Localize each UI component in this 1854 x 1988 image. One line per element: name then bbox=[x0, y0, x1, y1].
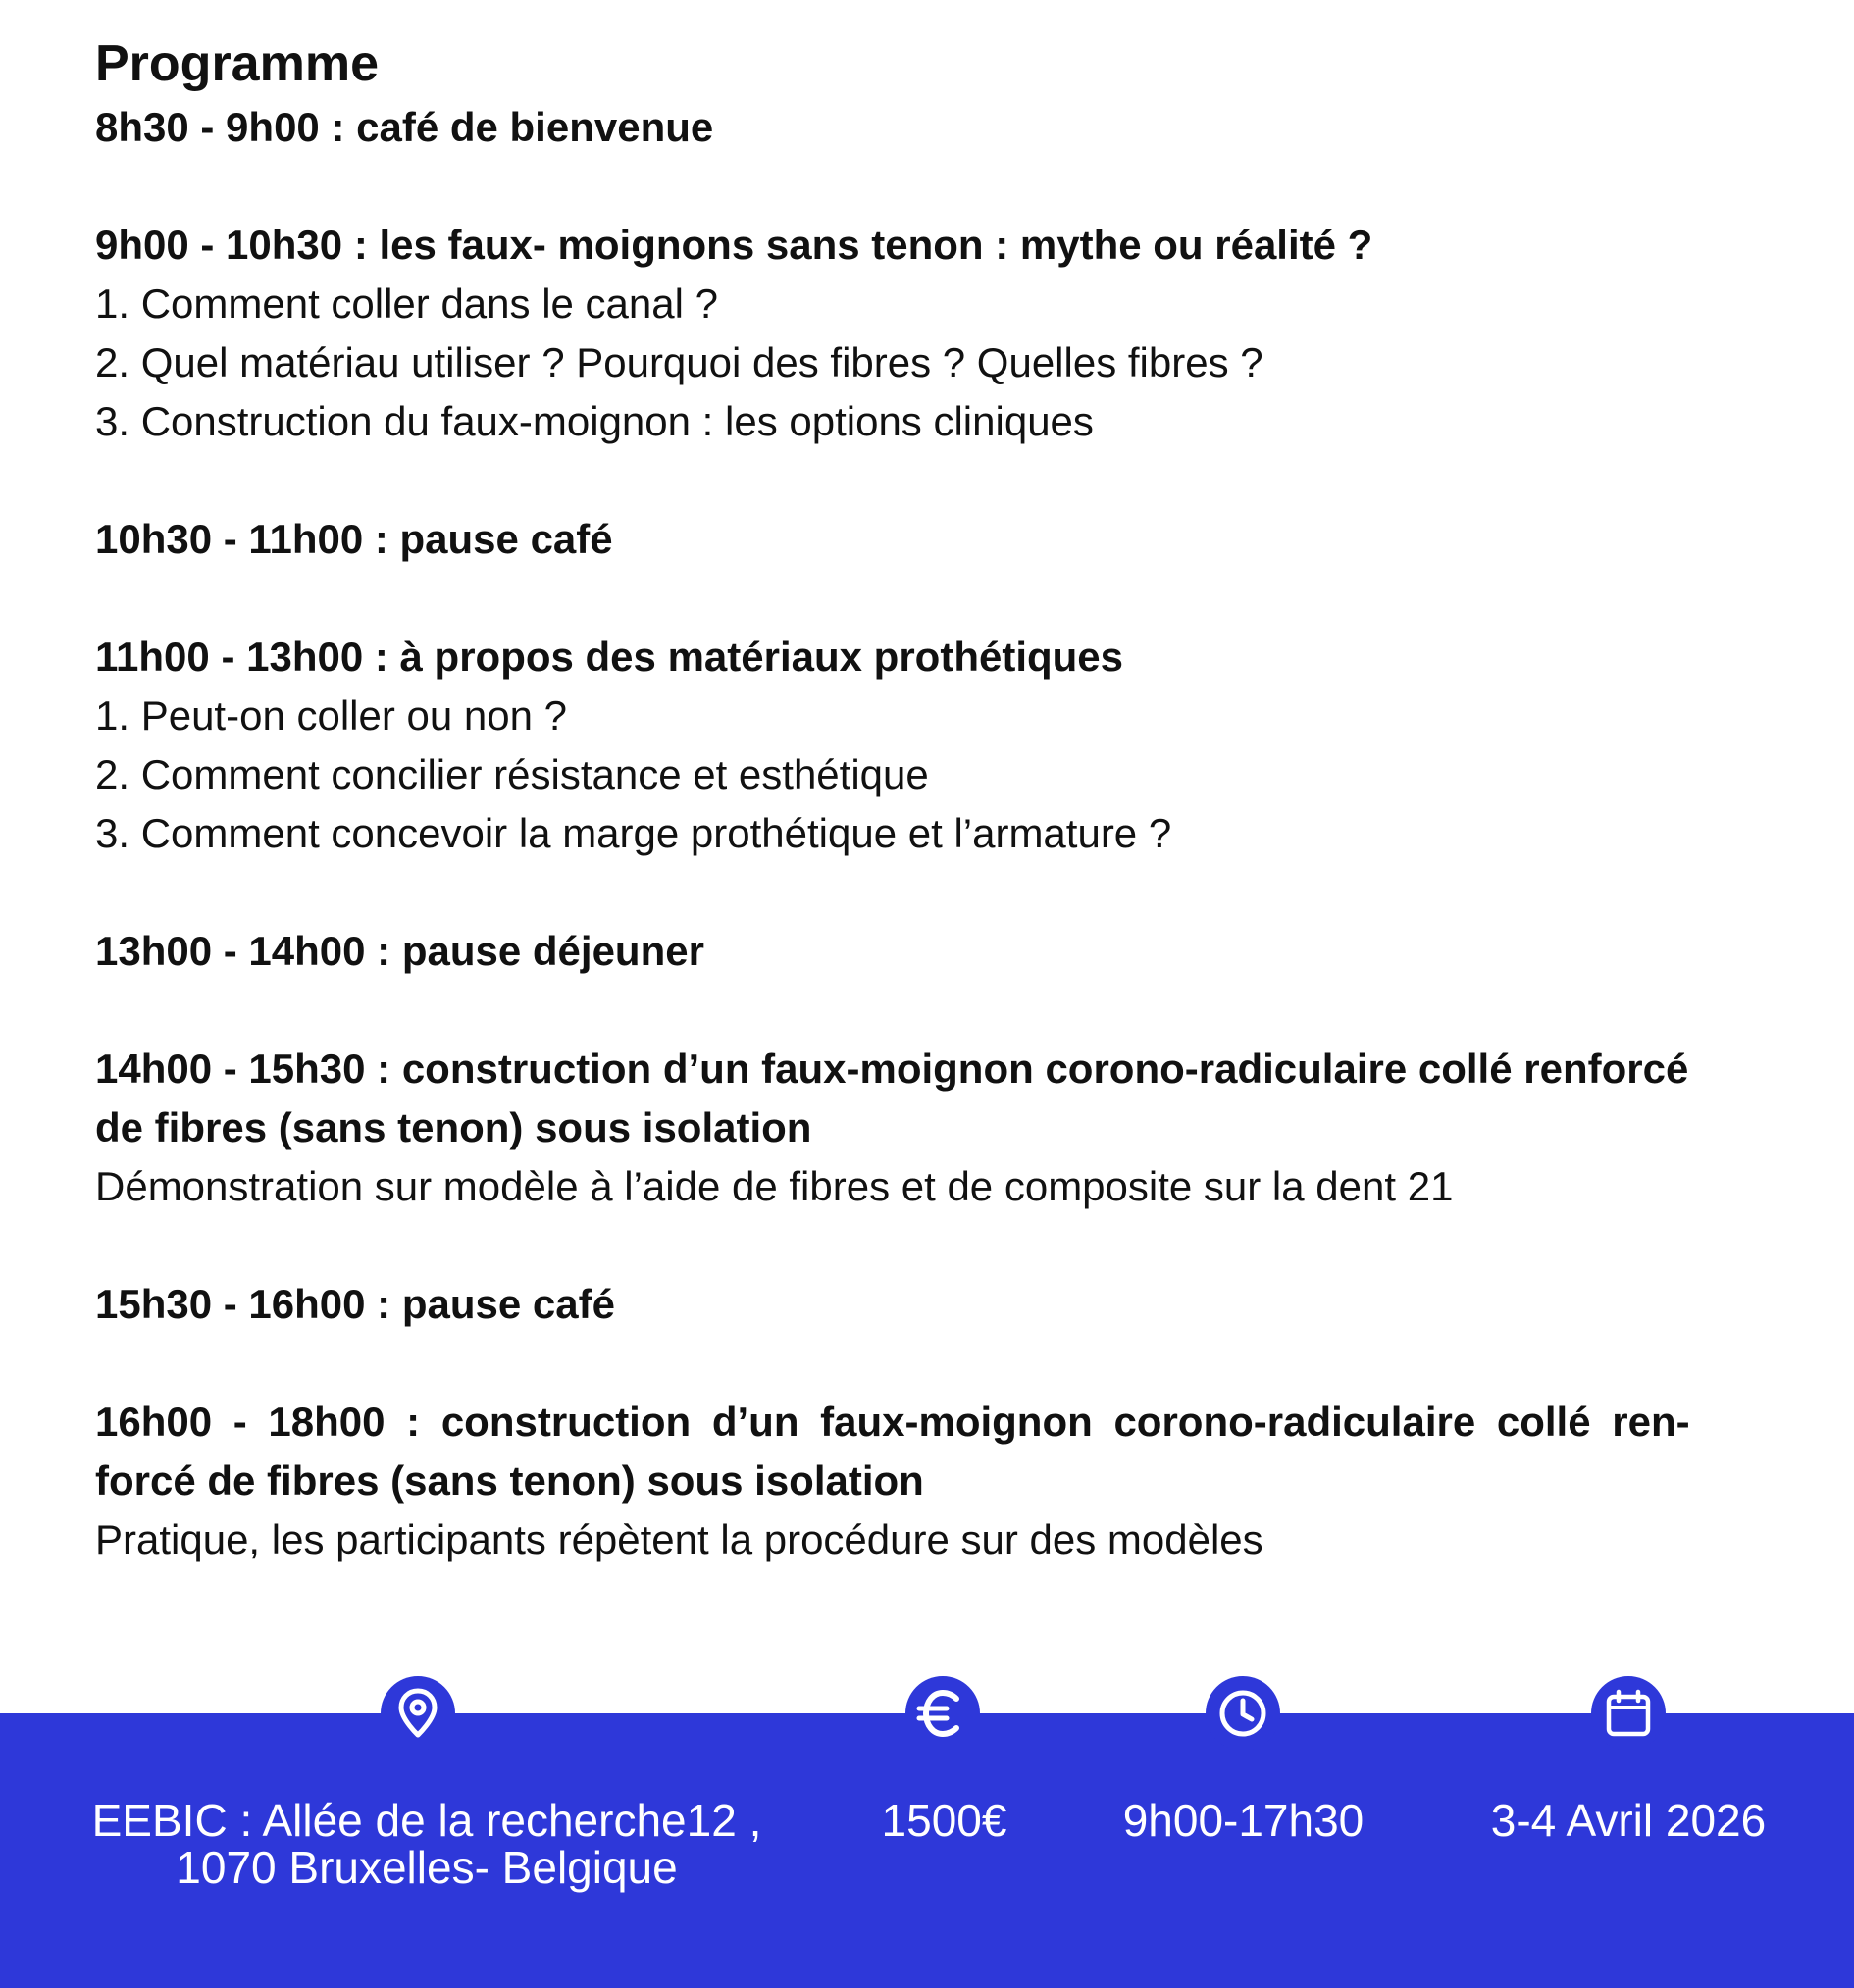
price-text: 1500€ bbox=[881, 1795, 1007, 1846]
session-welcome bbox=[95, 98, 1782, 157]
session-heading: 13h00 - 14h00 : pause déjeuner bbox=[95, 928, 704, 974]
calendar-icon bbox=[1591, 1676, 1666, 1751]
session-heading: 8h30 - 9h00 : café de bienvenue bbox=[95, 104, 714, 150]
session-line: 3. Comment concevoir la marge prothétique et l’armature ? bbox=[95, 810, 1172, 856]
session-heading-line: de fibres (sans tenon) sous isolation bbox=[95, 1104, 812, 1150]
session-line: Pratique, les participants répètent la procédure sur des modèles bbox=[95, 1516, 1263, 1562]
session-heading-line: forcé de fibres (sans tenon) sous isolation bbox=[95, 1457, 924, 1504]
session-prosthetic-materials bbox=[95, 628, 1782, 863]
address-text bbox=[0, 1797, 853, 1891]
session-heading-line: 14h00 - 15h30 : construction d’un faux-moignon corono-radiculaire collé renforcé bbox=[95, 1045, 1689, 1092]
programme-title: Programme bbox=[95, 35, 379, 92]
session-line: 3. Construction du faux-moignon : les options cliniques bbox=[95, 398, 1094, 444]
programme-section bbox=[95, 29, 1782, 1628]
session-line: 2. Comment concilier résistance et esthétique bbox=[95, 751, 929, 797]
location-pin-icon bbox=[381, 1676, 455, 1751]
session-heading: 11h00 - 13h00 : à propos des matériaux prothétiques bbox=[95, 634, 1124, 680]
session-line: 1. Comment coller dans le canal ? bbox=[95, 280, 718, 327]
session-heading: 10h30 - 11h00 : pause café bbox=[95, 516, 613, 562]
session-heading-line: 16h00 - 18h00 : construction d’un faux-moignon corono-radiculaire collé ren- bbox=[95, 1399, 1690, 1445]
date-text: 3-4 Avril 2026 bbox=[1490, 1795, 1767, 1846]
euro-icon bbox=[905, 1676, 980, 1751]
session-coffee-break-morning bbox=[95, 510, 1782, 569]
session-line: 2. Quel matériau utiliser ? Pourquoi des fibres ? Quelles fibres ? bbox=[95, 339, 1263, 385]
session-line: 1. Peut-on coller ou non ? bbox=[95, 692, 567, 739]
footer-info-band bbox=[0, 1713, 1854, 1988]
session-heading: 15h30 - 16h00 : pause café bbox=[95, 1281, 615, 1327]
clock-icon bbox=[1206, 1676, 1280, 1751]
session-coffee-break-afternoon bbox=[95, 1275, 1782, 1334]
hours-text: 9h00-17h30 bbox=[1122, 1795, 1365, 1846]
session-heading: 9h00 - 10h30 : les faux- moignons sans tenon : mythe ou réalité ? bbox=[95, 222, 1373, 268]
address-line-1: EEBIC : Allée de la recherche12 , bbox=[91, 1795, 762, 1846]
session-lunch-break bbox=[95, 922, 1782, 981]
session-line: Démonstration sur modèle à l’aide de fibres et de composite sur la dent 21 bbox=[95, 1163, 1454, 1209]
address-line-2: 1070 Bruxelles- Belgique bbox=[176, 1842, 678, 1893]
session-fake-stumps bbox=[95, 216, 1782, 451]
session-demonstration bbox=[95, 1040, 1782, 1216]
session-practice bbox=[95, 1393, 1782, 1569]
